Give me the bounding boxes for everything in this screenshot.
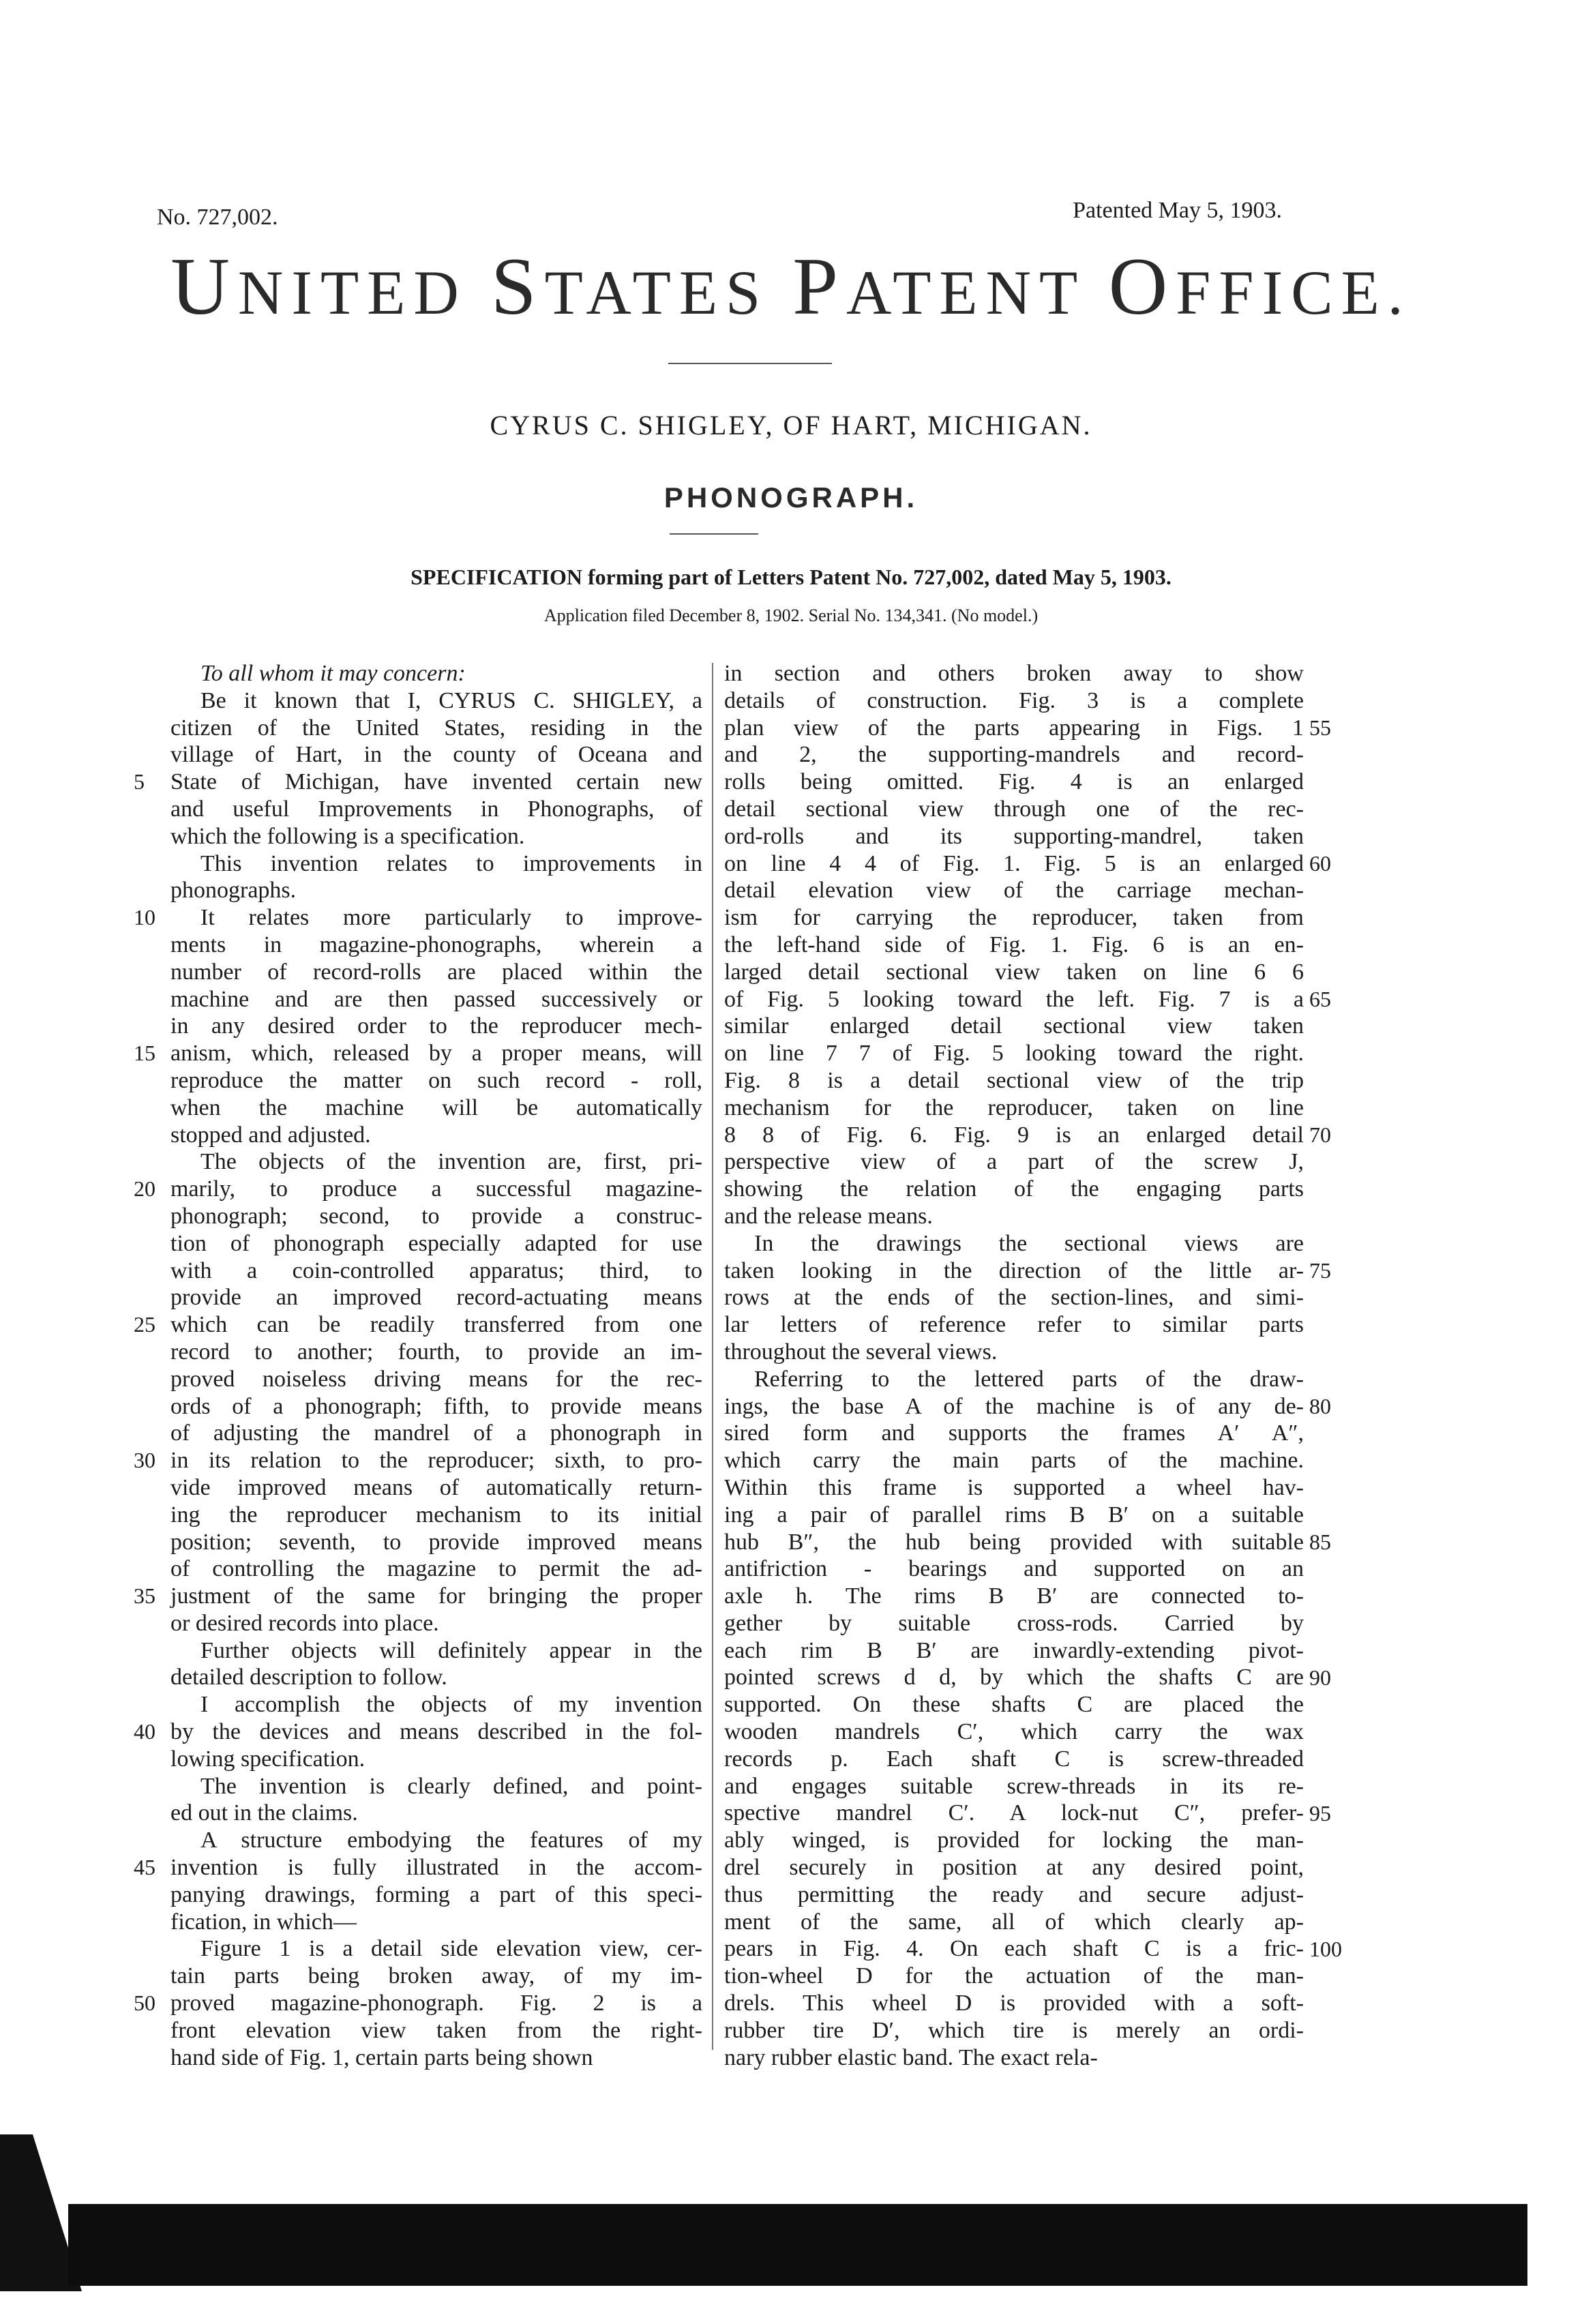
text-line: justment of the same for bringing the proper [170,1583,702,1609]
invention-title: PHONOGRAPH. [663,481,919,513]
application-line: Application filed December 8, 1902. Serial No. 134,341. (No model.) [543,606,1039,625]
line-number: 40 [134,1719,155,1744]
text-line: ing the reproducer mechanism to its initial [170,1502,702,1528]
line-number: 25 [134,1312,155,1337]
text-line: A structure embodying the features of my [200,1828,702,1853]
text-line: ord-rolls and its supporting-mandrel, taken [724,823,1304,849]
line-number: 20 [134,1176,155,1202]
text-line: tion-wheel D for the actuation of the man- [724,1963,1304,1989]
office-word-2: TATES [544,258,769,327]
text-line: tion of phonograph especially adapted for use [170,1230,702,1256]
text-line: plan view of the parts appearing in Figs. 1 [724,715,1304,741]
text-line: supported. On these shafts C are placed the [724,1692,1304,1718]
office-heading [0,241,1582,331]
text-line: ism for carrying the reproducer, taken from [724,905,1304,931]
text-line: sired form and supports the frames A′ A″, [724,1420,1304,1446]
text-line: vide improved means of automatically return- [170,1474,702,1500]
text-line: The invention is clearly defined, and point- [200,1773,702,1799]
text-line: position; seventh, to provide improved means [170,1529,702,1555]
text-line: This invention relates to improvements in [200,850,702,876]
text-line: and 2, the supporting-mandrels and record- [724,742,1304,768]
text-line: panying drawings, forming a part of this speci- [170,1881,702,1907]
text-line: village of Hart, in the county of Oceana and [170,742,702,768]
text-line: on line 4 4 of Fig. 1. Fig. 5 is an enlarged [724,850,1304,876]
line-number: 80 [1309,1393,1331,1418]
office-word-3: ATENT [846,258,1085,327]
text-line: I accomplish the objects of my invention [200,1692,702,1718]
text-line: tain parts being broken away, of my im- [170,1963,702,1989]
text-line: in its relation to the reproducer; sixth, to pro- [170,1448,702,1474]
text-line: similar enlarged detail sectional view taken [724,1013,1304,1039]
text-line: rows at the ends of the section-lines, and simi- [724,1285,1304,1311]
text-line: which carry the main parts of the machine. [724,1448,1304,1474]
line-number: 95 [1309,1800,1331,1826]
text-line: showing the relation of the engaging parts [724,1176,1304,1202]
text-line: detail sectional view through one of the rec- [724,796,1304,822]
line-number: 5 [134,769,145,794]
office-initial-1: U [170,241,238,331]
text-line: ords of a phonograph; fifth, to provide means [170,1393,702,1419]
line-number: 75 [1309,1257,1331,1283]
text-line: marily, to produce a successful magazine- [170,1176,702,1202]
text-line: which can be readily transferred from one [170,1312,702,1338]
text-line: machine and are then passed successively or [170,986,702,1012]
patented-date: Patented May 5, 1903. [1073,198,1282,223]
divider-rule [670,533,758,535]
specification-line: SPECIFICATION forming part of Letters Patent No. 727,002, dated May 5, 1903. [411,565,1171,589]
text-line: and engages suitable screw-threads in its re- [724,1773,1304,1799]
text-line: pears in Fig. 4. On each shaft C is a fric- [724,1936,1304,1962]
line-number: 45 [134,1855,155,1880]
text-line: It relates more particularly to improve- [200,905,702,931]
text-line: detailed description to follow. [170,1665,447,1690]
text-line: The objects of the invention are, first, pri- [200,1149,702,1175]
office-initial-2: S [490,241,545,331]
inventor-line: CYRUS C. SHIGLEY, OF HART, MICHIGAN. [490,410,1092,441]
line-number: 65 [1309,986,1331,1011]
text-line: lowing specification. [170,1746,365,1772]
text-line: phonographs. [170,878,297,904]
line-number: 100 [1309,1936,1342,1961]
text-line: wooden mandrels C′, which carry the wax [724,1719,1304,1745]
text-line: which the following is a specification. [170,823,525,849]
text-line: antifriction - bearings and supported on an [724,1556,1304,1582]
line-number: 85 [1309,1529,1331,1554]
text-line: Be it known that I, CYRUS C. SHIGLEY, a [200,687,702,713]
line-number: 70 [1309,1122,1331,1147]
divider-rule [668,363,832,364]
text-line: axle h. The rims B B′ are connected to- [724,1583,1304,1609]
text-line: throughout the several views. [724,1339,998,1365]
text-line: anism, which, released by a proper means, will [170,1041,702,1067]
text-line: details of construction. Fig. 3 is a complete [724,687,1304,713]
text-line: larged detail sectional view taken on line 6 6 [724,959,1304,985]
text-line: 8 8 of Fig. 6. Fig. 9 is an enlarged detail [724,1122,1304,1148]
text-line: rubber tire D′, which tire is merely an ordi- [724,2017,1304,2043]
text-line: record to another; fourth, to provide an im- [170,1339,702,1365]
line-number: 15 [134,1041,155,1066]
text-line: hand side of Fig. 1, certain parts being shown [170,2044,593,2070]
text-line: and the release means. [724,1203,933,1229]
text-line: Within this frame is supported a wheel hav- [724,1474,1304,1500]
text-line: of controlling the magazine to permit the ad- [170,1556,702,1582]
office-word-4: FFICE. [1176,258,1412,327]
text-line: To all whom it may concern: [200,661,466,686]
line-number: 60 [1309,850,1331,876]
text-line: detail elevation view of the carriage mechan- [724,878,1304,904]
text-line: ings, the base A of the machine is of any de- [724,1393,1304,1419]
office-word-1: NITED [237,258,467,327]
text-line: of Fig. 5 looking toward the left. Fig. 7 is a [724,986,1304,1012]
text-line: by the devices and means described in the fol- [170,1719,702,1745]
text-line: ed out in the claims. [170,1800,358,1826]
text-line: when the machine will be automatically [170,1094,702,1120]
text-line: records p. Each shaft C is screw-threaded [724,1746,1304,1772]
text-line: of adjusting the mandrel of a phonograph in [170,1420,702,1446]
text-line: nary rubber elastic band. The exact rela- [724,2044,1098,2070]
text-line: invention is fully illustrated in the accom- [170,1855,702,1881]
line-number: 35 [134,1583,155,1609]
text-line: or desired records into place. [170,1610,439,1636]
text-line: spective mandrel C′. A lock-nut C″, prefer- [724,1800,1304,1826]
text-line: Figure 1 is a detail side elevation view, cer- [200,1936,702,1962]
right-column [724,660,1304,2070]
text-line: lar letters of reference refer to similar parts [724,1312,1304,1338]
text-line: proved noiseless driving means for the rec- [170,1366,702,1392]
line-number: 50 [134,1991,155,2016]
text-line: thus permitting the ready and secure adjust- [724,1881,1304,1907]
text-line: Fig. 8 is a detail sectional view of the trip [724,1067,1304,1093]
text-line: provide an improved record-actuating means [170,1285,702,1311]
patent-number: No. 727,002. [157,205,278,230]
line-number: 90 [1309,1665,1331,1690]
text-line: drels. This wheel D is provided with a soft- [724,1991,1304,2016]
text-line: phonograph; second, to provide a construc- [170,1203,702,1229]
text-line: ment of the same, all of which clearly ap- [724,1909,1304,1935]
text-line: in any desired order to the reproducer mech- [170,1013,702,1039]
line-number: 30 [134,1448,155,1473]
scan-bottom-bar [68,2204,1527,2286]
office-initial-3: P [792,241,846,331]
text-line: mechanism for the reproducer, taken on line [724,1094,1304,1120]
text-line: ing a pair of parallel rims B B′ on a suitable [724,1502,1304,1528]
text-line: taken looking in the direction of the little ar- [724,1257,1304,1283]
text-line: front elevation view taken from the right- [170,2017,702,2043]
line-number: 10 [134,905,155,930]
text-line: perspective view of a part of the screw J, [724,1149,1304,1175]
text-line: pointed screws d d, by which the shafts C are [724,1665,1304,1690]
text-line: Further objects will definitely appear in the [200,1637,702,1663]
line-number: 55 [1309,715,1331,740]
text-line: number of record-rolls are placed within the [170,959,702,985]
text-line: hub B″, the hub being provided with suitable [724,1529,1304,1555]
text-line: In the drawings the sectional views are [754,1230,1304,1256]
column-divider [712,663,713,2050]
text-line: drel securely in position at any desired point, [724,1855,1304,1881]
office-initial-4: O [1108,241,1176,331]
text-line: with a coin-controlled apparatus; third, to [170,1257,702,1283]
text-line: on line 7 7 of Fig. 5 looking toward the right. [724,1041,1304,1067]
text-line: Referring to the lettered parts of the draw- [754,1366,1304,1392]
text-line: reproduce the matter on such record - roll, [170,1067,702,1093]
text-line: in section and others broken away to show [724,661,1304,686]
text-line: gether by suitable cross-rods. Carried by [724,1610,1304,1636]
text-line: State of Michigan, have invented certain new [170,769,702,795]
text-line: and useful Improvements in Phonographs, of [170,796,702,822]
text-line: citizen of the United States, residing in the [170,715,702,741]
text-line: ably winged, is provided for locking the man- [724,1828,1304,1853]
left-column [170,660,702,2070]
text-line: proved magazine-phonograph. Fig. 2 is a [170,1991,702,2016]
text-line: each rim B B′ are inwardly-extending pivot- [724,1637,1304,1663]
text-line: stopped and adjusted. [170,1122,371,1148]
text-line: the left-hand side of Fig. 1. Fig. 6 is an en- [724,932,1304,957]
text-line: fication, in which— [170,1909,357,1935]
text-line: rolls being omitted. Fig. 4 is an enlarged [724,769,1304,795]
text-line: ments in magazine-phonographs, wherein a [170,932,702,957]
